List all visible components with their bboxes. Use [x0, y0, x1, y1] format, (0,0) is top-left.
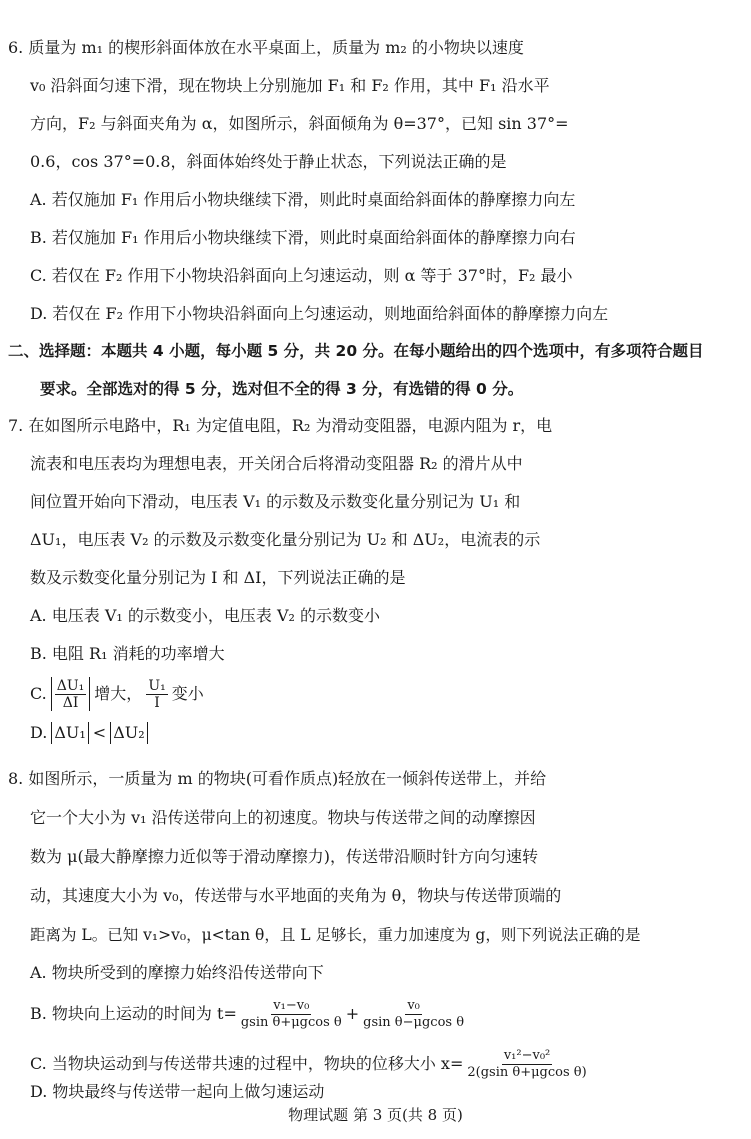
q6-option-d: D. 若仅在 F₂ 作用下小物块沿斜面向上匀速运动，则地面给斜面体的静摩擦力向左	[30, 304, 609, 323]
q7-stem-line-5: 数及示数变化量分别记为 I 和 ΔI，下列说法正确的是	[30, 568, 406, 587]
q6-stem-line-3: 方向，F₂ 与斜面夹角为 α，如图所示，斜面倾角为 θ=37°，已知 sin 37°=	[30, 114, 569, 133]
q7-option-c-mid: 增大，	[94, 684, 143, 703]
q7-stem-line-1: 7. 在如图所示电路中，R₁ 为定值电阻，R₂ 为滑动变阻器，电源内阻为 r，电	[8, 416, 553, 435]
q8-option-b	[30, 996, 466, 1032]
q8-stem-line-1: 8. 如图所示，一质量为 m 的物块(可看作质点)轻放在一倾斜传送带上，并给	[8, 769, 547, 788]
q8-option-b-frac1-numerator: v₁−v₀	[273, 997, 310, 1013]
q6-stem-line-2: v₀ 沿斜面匀速下滑，现在物块上分别施加 F₁ 和 F₂ 作用，其中 F₁ 沿水平	[30, 76, 550, 95]
q7-option-d-prefix: D.	[30, 723, 48, 742]
q7-option-c-abs-fraction	[51, 677, 91, 711]
q7-option-c-prefix: C.	[30, 684, 47, 703]
q7-option-c	[30, 677, 204, 711]
q8-option-b-plus: +	[345, 1004, 360, 1023]
q8-stem-line-4: 动，其速度大小为 v₀，传送带与水平地面的夹角为 θ，物块与传送带顶端的	[30, 886, 562, 905]
q8-option-b-frac2-denominator: gsin θ−μgcos θ	[363, 1014, 465, 1030]
q7-option-c-suffix: 变小	[171, 684, 204, 703]
q7-option-d	[30, 722, 148, 744]
q8-stem-line-2: 它一个大小为 v₁ 沿传送带向上的初速度。物块与传送带之间的动摩擦因	[30, 808, 536, 827]
q7-option-d-left: ΔU₁	[51, 722, 88, 744]
q8-option-c-prefix: C. 当物块运动到与传送带共速的过程中，物块的位移大小 x=	[30, 1054, 464, 1073]
q8-option-c	[30, 1046, 589, 1082]
q8-option-c-numerator: v₁²−v₀²	[503, 1047, 551, 1063]
q6-option-c: C. 若仅在 F₂ 作用下小物块沿斜面向上匀速运动，则 α 等于 37°时，F₂ 最小	[30, 266, 573, 285]
q8-option-b-frac1-denominator: gsin θ+μgcos θ	[240, 1014, 342, 1030]
q7-option-c-frac2-numerator: U₁	[148, 677, 166, 694]
section-2-heading-line-2: 要求。全部选对的得 5 分，选对但不全的得 3 分，有选错的得 0 分。	[40, 380, 524, 398]
q8-option-c-denominator: 2(gsin θ+μgcos θ)	[467, 1064, 587, 1080]
q7-stem-line-2: 流表和电压表均为理想电表，开关闭合后将滑动变阻器 R₂ 的滑片从中	[30, 454, 523, 473]
q7-stem-line-3: 间位置开始向下滑动，电压表 V₁ 的示数及示数变化量分别记为 U₁ 和	[30, 492, 521, 511]
q7-option-c-frac2-denominator: I	[154, 694, 160, 711]
q6-stem-line-4: 0.6，cos 37°=0.8，斜面体始终处于静止状态，下列说法正确的是	[30, 152, 507, 171]
q7-option-b: B. 电阻 R₁ 消耗的功率增大	[30, 644, 225, 663]
page-footer: 物理试题 第 3 页(共 8 页)	[288, 1106, 463, 1124]
q8-stem-line-3: 数为 μ(最大静摩擦力近似等于滑动摩擦力)，传送带沿顺时针方向匀速转	[30, 847, 538, 866]
q8-option-a: A. 物块所受到的摩擦力始终沿传送带向下	[30, 963, 324, 982]
q7-option-c-frac1-numerator: ΔU₁	[56, 678, 85, 694]
q8-stem-line-5: 距离为 L。已知 v₁>v₀，μ<tan θ，且 L 足够长，重力加速度为 g，则下列说法正确的是	[30, 926, 641, 944]
q8-option-b-prefix: B. 物块向上运动的时间为 t=	[30, 1004, 237, 1023]
q6-option-a: A. 若仅施加 F₁ 作用后小物块继续下滑，则此时桌面给斜面体的静摩擦力向左	[30, 190, 576, 209]
q8-option-d: D. 物块最终与传送带一起向上做匀速运动	[30, 1082, 325, 1101]
q8-option-b-frac2-numerator: v₀	[407, 997, 420, 1013]
q7-option-d-right: ΔU₂	[110, 722, 147, 744]
q7-stem-line-4: ΔU₁，电压表 V₂ 的示数及示数变化量分别记为 U₂ 和 ΔU₂，电流表的示	[30, 530, 541, 549]
section-2-heading-line-1: 二、选择题：本题共 4 小题，每小题 5 分，共 20 分。在每小题给出的四个选项中，有多项符合题目	[8, 342, 704, 360]
q6-stem-line-1: 6. 质量为 m₁ 的楔形斜面体放在水平桌面上，质量为 m₂ 的小物块以速度	[8, 38, 524, 57]
q6-option-b: B. 若仅施加 F₁ 作用后小物块继续下滑，则此时桌面给斜面体的静摩擦力向右	[30, 228, 576, 247]
q7-option-a: A. 电压表 V₁ 的示数变小，电压表 V₂ 的示数变小	[30, 606, 381, 625]
q7-option-c-frac1-denominator: ΔI	[62, 695, 79, 711]
q7-option-d-operator: <	[92, 723, 107, 742]
